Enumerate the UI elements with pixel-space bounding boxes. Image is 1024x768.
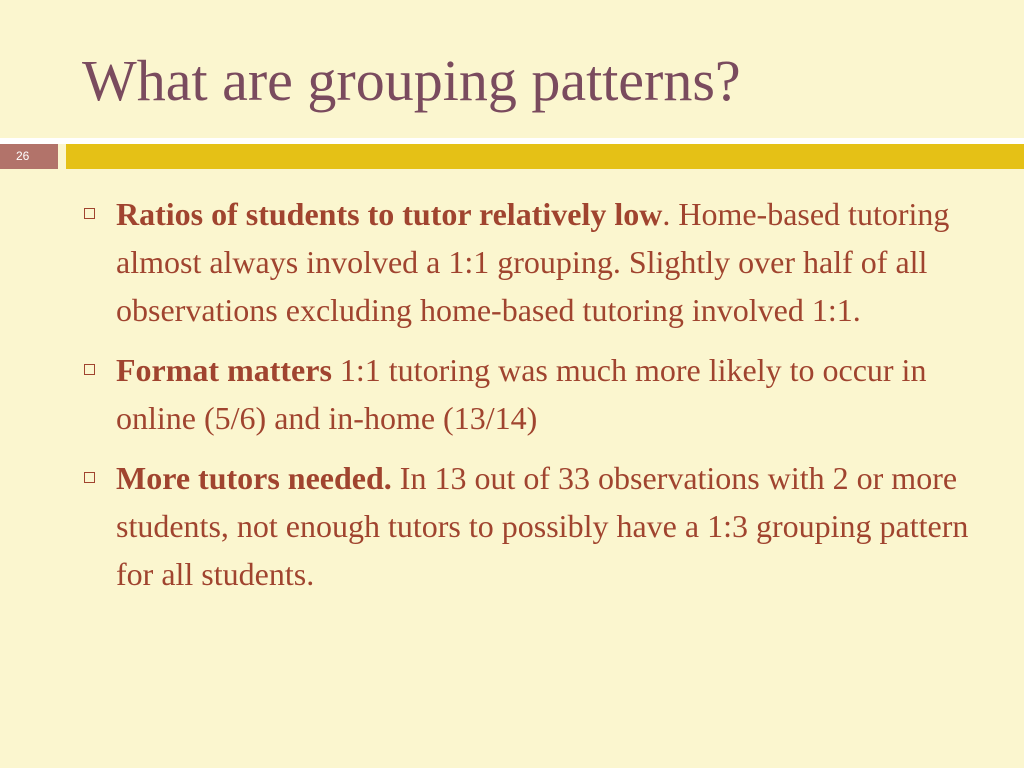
slide-number: 26 [16,149,30,163]
square-bullet-icon [84,364,95,375]
accent-bar [66,144,1024,169]
bullet-text: 1:1 tutoring was much more likely to occur in online (5/6) and in-home (13/14) [116,352,927,436]
bullet-heading: Ratios of students to tutor relatively low [116,196,663,232]
bullet-item [80,454,980,598]
square-bullet-icon [84,208,95,219]
bullet-text: In 13 out of 33 observations with 2 or more students, not enough tutors to possibly have a 1:3 grouping pattern for all students. [116,460,969,592]
bullet-text: . Home-based tutoring almost always involved a 1:1 grouping. Slightly over half of all observations excluding home-based tutoring involved 1:1. [116,196,950,328]
bullet-list [80,190,980,610]
bullet-heading: Format matters [116,352,332,388]
bullet-item [80,190,980,334]
bullet-heading: More tutors needed. [116,460,392,496]
slide-title: What are grouping patterns? [82,48,741,113]
square-bullet-icon [84,472,95,483]
bullet-item [80,346,980,442]
slide-number-box [0,144,58,169]
